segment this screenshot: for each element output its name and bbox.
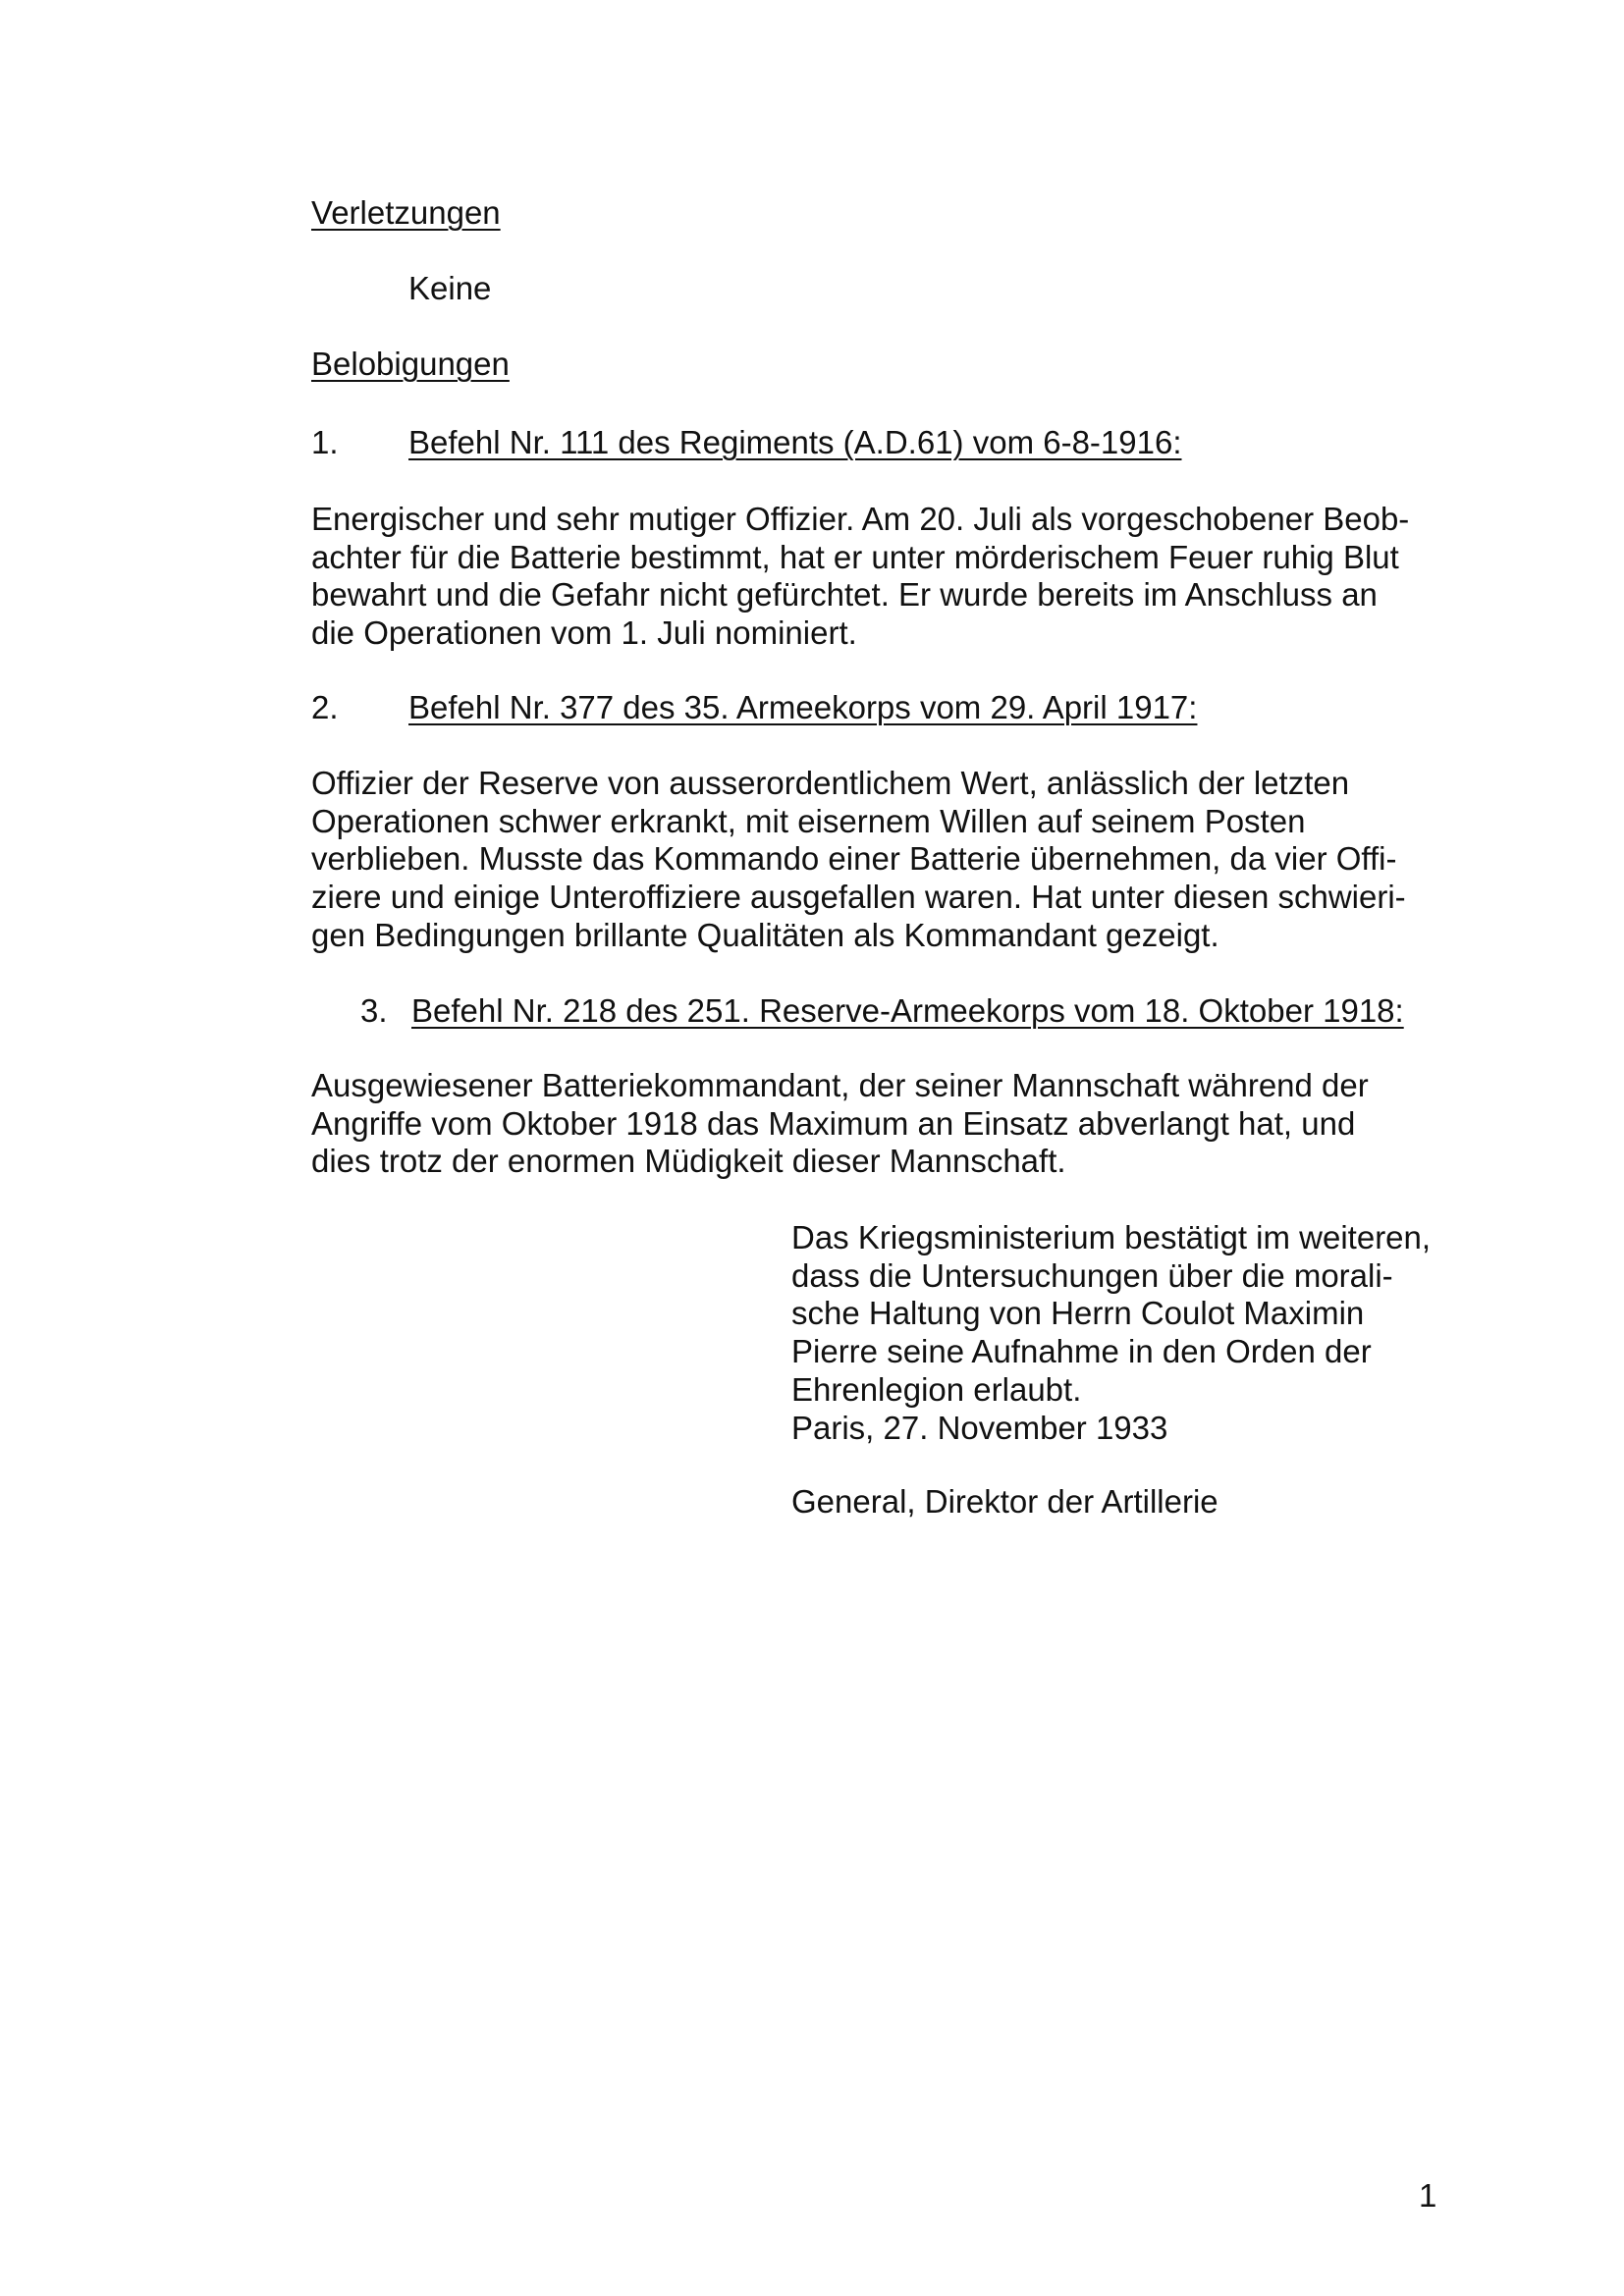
commendation-text — [311, 765, 1406, 955]
text-line: Ausgewiesener Batteriekommandant, der seiner Mannschaft während der — [311, 1067, 1369, 1103]
signatory: General, Direktor der Artillerie — [791, 1483, 1218, 1520]
text-line: dass die Untersuchungen über die morali- — [791, 1256, 1393, 1294]
commendation-number: 3. — [360, 992, 388, 1029]
text-line: ziere und einige Unteroffiziere ausgefallen waren. Hat unter diesen schwieri- — [311, 879, 1406, 916]
text-line: verblieben. Musste das Kommando einer Batterie übernehmen, da vier Offi- — [311, 840, 1397, 878]
commendation-number: 1. — [311, 424, 339, 460]
commendations-heading: Belobigungen — [311, 346, 510, 382]
text-line: sche Haltung von Herrn Coulot Maximin — [791, 1295, 1365, 1332]
text-line: achter für die Batterie bestimmt, hat er unter mörderischem Feuer ruhig Blut — [311, 538, 1399, 575]
text-line: Offizier der Reserve von ausserordentlichem Wert, anlässlich der letzten — [311, 765, 1350, 801]
commendation-title: Befehl Nr. 377 des 35. Armeekorps vom 29. April 1917: — [408, 689, 1198, 725]
injuries-heading: Verletzungen — [311, 194, 501, 231]
date-line: Paris, 27. November 1933 — [791, 1409, 1168, 1446]
text-line: gen Bedingungen brillante Qualitäten als Kommandant gezeigt. — [311, 916, 1219, 953]
commendation-text — [311, 501, 1409, 653]
text-line: Operationen schwer erkrankt, mit eisernem Willen auf seinem Posten — [311, 802, 1306, 839]
commendation-title: Befehl Nr. 218 des 251. Reserve-Armeekorps vom 18. Oktober 1918: — [411, 992, 1404, 1029]
text-line: bewahrt und die Gefahr nicht gefürchtet. Er wurde bereits im Anschluss an — [311, 576, 1378, 614]
text-line: Energischer und sehr mutiger Offizier. Am 20. Juli als vorgeschobener Beob- — [311, 501, 1410, 537]
text-line: Das Kriegsministerium bestätigt im weiteren, — [791, 1219, 1432, 1255]
commendation-text — [311, 1067, 1369, 1181]
confirmation-block — [791, 1219, 1431, 1447]
text-line: dies trotz der enormen Müdigkeit dieser Mannschaft. — [311, 1143, 1066, 1180]
text-line: Ehrenlegion erlaubt. — [791, 1370, 1082, 1408]
text-line: Pierre seine Aufnahme in den Orden der — [791, 1333, 1372, 1370]
text-line: die Operationen vom 1. Juli nominiert. — [311, 614, 857, 652]
text-line: Angriffe vom Oktober 1918 das Maximum an Einsatz abverlangt hat, und — [311, 1104, 1356, 1142]
injuries-value: Keine — [408, 270, 492, 306]
commendation-title: Befehl Nr. 111 des Regiments (A.D.61) vom 6-8-1916: — [408, 424, 1182, 460]
page-number: 1 — [1419, 2177, 1437, 2214]
commendation-number: 2. — [311, 689, 339, 725]
